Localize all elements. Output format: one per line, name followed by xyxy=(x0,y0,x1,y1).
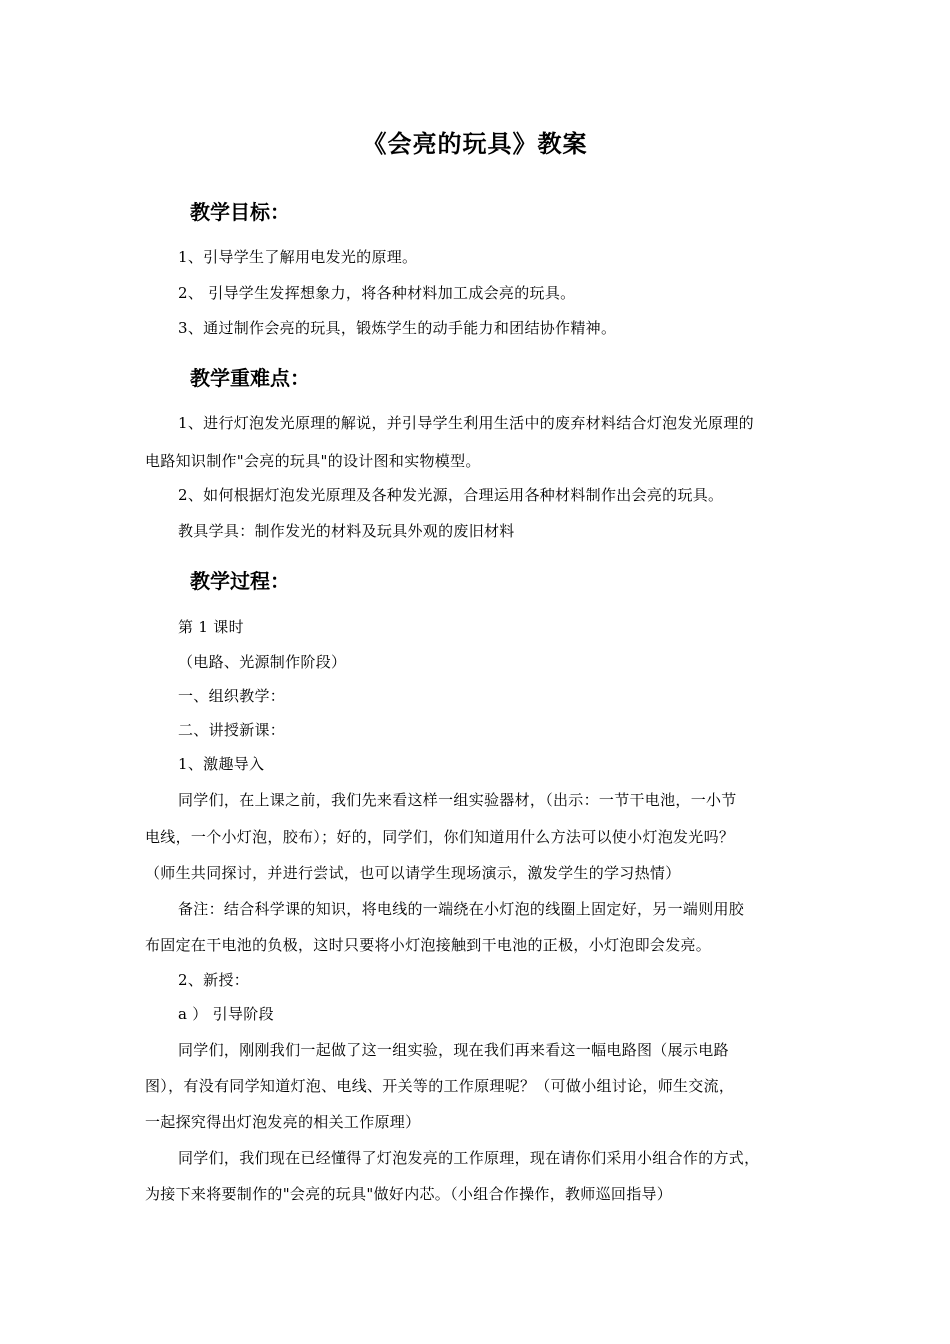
section-heading-goals: 教学目标： xyxy=(190,200,290,224)
key-point-paragraph-line: 电路知识制作"会亮的玩具"的设计图和实物模型。 xyxy=(145,452,481,470)
final-paragraph-line: 为接下来将要制作的"会亮的玩具"做好内芯。（小组合作操作，教师巡回指导） xyxy=(145,1185,673,1203)
sub-step-heading: 2、新授： xyxy=(178,971,250,989)
step-heading: 二、讲授新课： xyxy=(178,721,286,739)
guide-paragraph-line: 图），有没有同学知道灯泡、电线、开关等的工作原理呢？（可做小组讨论，师生交流， xyxy=(145,1077,735,1095)
section-heading-key-points: 教学重难点： xyxy=(190,366,310,390)
lesson-label: 第 1 课时 xyxy=(178,618,244,636)
final-paragraph-line: 同学们，我们现在已经懂得了灯泡发亮的工作原理，现在请你们采用小组合作的方式， xyxy=(178,1149,760,1167)
document-title: 《会亮的玩具》教案 xyxy=(362,129,588,158)
sub-step-heading: a ） 引导阶段 xyxy=(178,1005,274,1023)
stage-label: （电路、光源制作阶段） xyxy=(178,653,347,671)
goal-item: 3、通过制作会亮的玩具，锻炼学生的动手能力和团结协作精神。 xyxy=(178,319,617,337)
key-point-paragraph-line: 1、进行灯泡发光原理的解说，并引导学生利用生活中的废弃材料结合灯泡发光原理的 xyxy=(178,414,754,432)
goal-item: 1、引导学生了解用电发光的原理。 xyxy=(178,248,418,266)
intro-paragraph-line: （师生共同探讨，并进行尝试，也可以请学生现场演示，激发学生的学习热情） xyxy=(145,864,681,882)
guide-paragraph-line: 同学们，刚刚我们一起做了这一组实验，现在我们再来看这一幅电路图（展示电路 xyxy=(178,1041,729,1059)
teaching-materials: 教具学具：制作发光的材料及玩具外观的废旧材料 xyxy=(178,522,515,540)
section-heading-process: 教学过程： xyxy=(190,569,290,593)
note-paragraph-line: 布固定在干电池的负极，这时只要将小灯泡接触到干电池的正极，小灯泡即会发亮。 xyxy=(145,936,712,954)
goal-item: 2、 引导学生发挥想象力，将各种材料加工成会亮的玩具。 xyxy=(178,284,576,302)
intro-paragraph-line: 同学们，在上课之前，我们先来看这样一组实验器材，（出示：一节干电池，一小节 xyxy=(178,791,737,809)
step-heading: 一、组织教学： xyxy=(178,687,286,705)
note-paragraph-line: 备注：结合科学课的知识，将电线的一端绕在小灯泡的线圈上固定好，另一端则用胶 xyxy=(178,900,745,918)
guide-paragraph-line: 一起探究得出灯泡发亮的相关工作原理） xyxy=(145,1113,421,1131)
intro-paragraph-line: 电线，一个小灯泡，胶布）；好的，同学们，你们知道用什么方法可以使小灯泡发光吗？ xyxy=(145,828,735,846)
key-point-paragraph: 2、如何根据灯泡发光原理及各种发光源，合理运用各种材料制作出会亮的玩具。 xyxy=(178,486,724,504)
sub-step-heading: 1、激趣导入 xyxy=(178,755,265,773)
